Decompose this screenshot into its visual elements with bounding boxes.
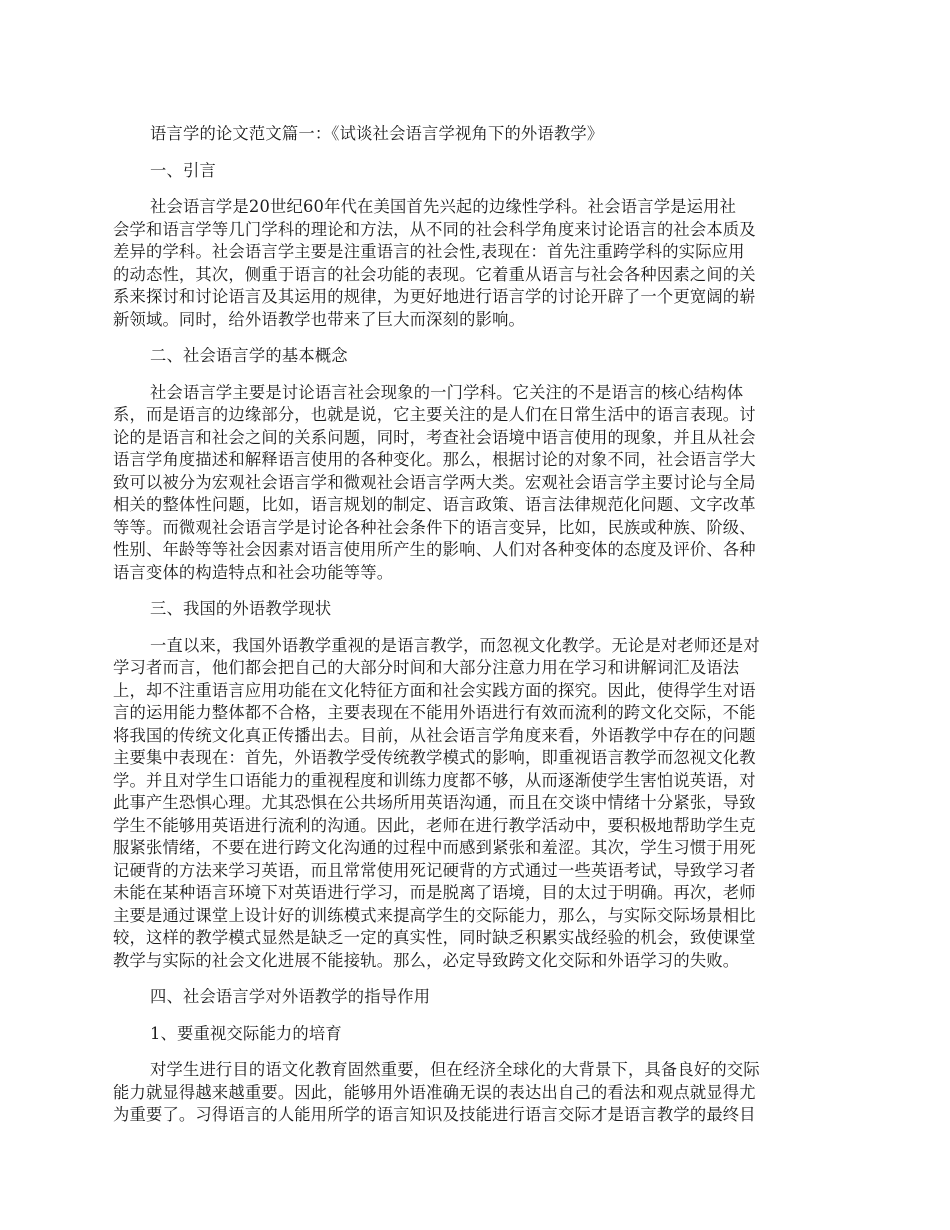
text-line: 一直以来，我国外语教学重视的是语言教学，而忽视文化教学。无论是对老师还是对 xyxy=(150,635,760,655)
document-page xyxy=(113,123,837,1141)
text-line: 记硬背的方法来学习英语，而且常常使用死记硬背的方式通过一些英语考试，导致学习者 xyxy=(113,860,756,880)
text-line: 论的是语言和社会之间的关系问题，同时，考查社会语境中语言使用的现象，并且从社会 xyxy=(113,427,756,447)
text-line: 对学生进行目的语文化教育固然重要，但在经济全球化的大背景下，具备良好的交际 xyxy=(150,1060,760,1079)
text-line: 言的运用能力整体都不合格，主要表现在不能用外语进行有效而流利的跨文化交际，不能 xyxy=(113,703,756,722)
text-line: 较，这样的教学模式显然是缺乏一定的真实性，同时缺乏积累实战经验的机会，致使课堂 xyxy=(113,928,756,947)
body-paragraph xyxy=(113,382,837,585)
text-line: 主要是通过课堂上设计好的训练模式来提高学生的交际能力，那么，与实际交际场景相比 xyxy=(113,905,756,925)
section-heading: 一、引言 xyxy=(150,160,216,180)
text-line: 学生不能够用英语进行流利的沟通。因此，老师在进行教学活动中，要积极地帮助学生克 xyxy=(113,815,756,835)
document-body xyxy=(113,160,837,1127)
body-paragraph xyxy=(113,635,837,973)
section-heading: 四、社会语言学对外语教学的指导作用 xyxy=(150,987,431,1006)
text-line: 未能在某种语言环境下对英语进行学习，而是脱离了语境，目的太过于明确。再次，老师 xyxy=(113,883,756,902)
text-line: 学。并且对学生口语能力的重视程度和训练力度都不够，从而逐渐使学生害怕说英语，对 xyxy=(113,770,756,790)
document-title: 语言学的论文范文篇一：《试谈社会语言学视角下的外语教学》 xyxy=(150,124,604,143)
text-line: 相关的整体性问题，比如，语言规划的制定、语言政策、语言法律规范化问题、文字改革 xyxy=(113,495,756,514)
text-line: 致可以被分为宏观社会语言学和微观社会语言学两大类。宏观社会语言学主要讨论与全局 xyxy=(113,472,756,492)
text-line: 差异的学科。社会语言学主要是注重语言的社会性,表现在：首先注重跨学科的实际应用 xyxy=(113,242,745,261)
text-line: 系来探讨和讨论语言及其运用的规律，为更好地进行语言学的讨论开辟了一个更宽阔的崭 xyxy=(113,287,756,306)
text-line: 性别、年龄等等社会因素对语言使用所产生的影响、人们对各种变体的态度及评价、各种 xyxy=(113,540,756,559)
text-line: 主要集中表现在：首先，外语教学受传统教学模式的影响，即重视语言教学而忽视文化教 xyxy=(113,748,756,767)
text-line: 新领域。同时，给外语教学也带来了巨大而深刻的影响。 xyxy=(113,309,526,329)
body-paragraph xyxy=(113,196,837,331)
text-line: 会学和语言学等几门学科的理论和方法，从不同的社会科学角度来讨论语言的社会本质及 xyxy=(113,219,756,239)
text-line: 教学与实际的社会文化进展不能接轨。那么，必定导致跨文化交际和外语学习的失败。 xyxy=(113,950,740,970)
text-line: 学习者而言，他们都会把自己的大部分时间和大部分注意力用在学习和讲解词汇及语法 xyxy=(113,658,740,677)
text-line: 语言学角度描述和解释语言使用的各种变化。那么，根据讨论的对象不同，社会语言学大 xyxy=(113,450,756,469)
text-line: 社会语言学主要是讨论语言社会现象的一门学科。它关注的不是语言的核心结构体 xyxy=(150,382,744,402)
section-heading: 二、社会语言学的基本概念 xyxy=(150,346,348,365)
text-line: 将我国的传统文化真正传播出去。目前，从社会语言学角度来看，外语教学中存在的问题 xyxy=(113,725,756,745)
text-line: 为重要了。习得语言的人能用所学的语言知识及技能进行语言交际才是语言教学的最终目 xyxy=(113,1105,756,1124)
text-line: 能力就显得越来越重要。因此，能够用外语准确无误的表达出自己的看法和观点就显得尤 xyxy=(113,1082,756,1102)
text-line: 的动态性，其次，侧重于语言的社会功能的表现。它着重从语言与社会各种因素之间的关 xyxy=(113,264,756,284)
body-paragraph xyxy=(113,1059,837,1127)
text-line: 系，而是语言的边缘部分，也就是说，它主要关注的是人们在日常生活中的语言表现。讨 xyxy=(113,405,756,424)
section-heading: 三、我国的外语教学现状 xyxy=(150,599,332,618)
section-heading: 1、要重视交际能力的培育 xyxy=(150,1023,342,1043)
text-line: 社会语言学是20世纪60年代在美国首先兴起的边缘性学科。社会语言学是运用社 xyxy=(150,197,737,216)
text-line: 此事产生恐惧心理。尤其恐惧在公共场所用英语沟通，而且在交谈中情绪十分紧张，导致 xyxy=(113,793,756,812)
text-line: 服紧张情绪，不要在进行跨文化沟通的过程中而感到紧张和羞涩。其次，学生习惯于用死 xyxy=(113,838,756,857)
text-line: 上，却不注重语言应用功能在文化特征方面和社会实践方面的探究。因此，使得学生对语 xyxy=(113,680,756,700)
text-line: 等等。而微观社会语言学是讨论各种社会条件下的语言变异，比如，民族或种族、阶级、 xyxy=(113,517,756,537)
text-line: 语言变体的构造特点和社会功能等等。 xyxy=(113,562,394,582)
